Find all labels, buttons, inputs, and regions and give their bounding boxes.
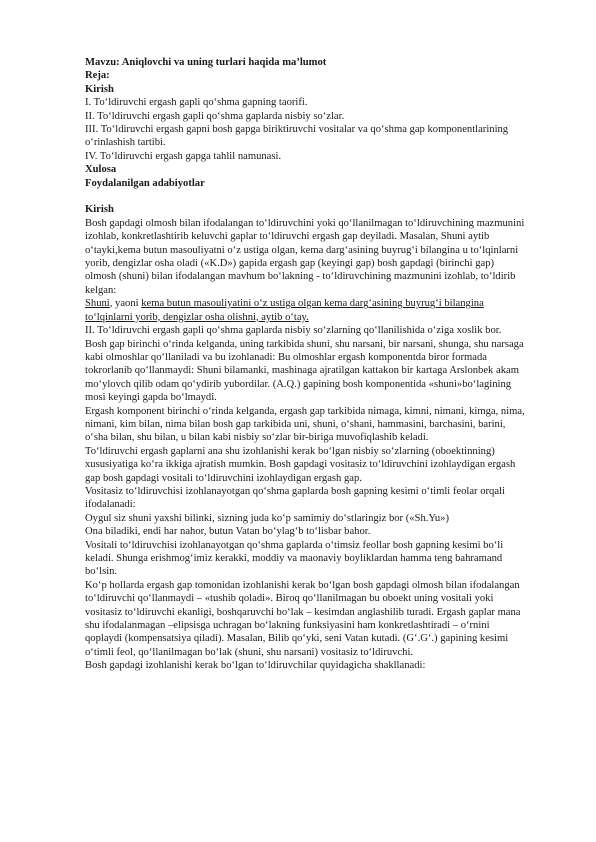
paragraph: Ergash komponent birinchi o‘rinda kelganda, ergash gap tarkibida nimaga, kimni, nimani, kimga, nima, nimani, kim bilan, nima bilan bosh gap tarkibida uni, shuni, o‘shani, hammasini, barchasini, barini, o‘sha bilan, shu bilan, u bilan kabi nisbiy so‘zlar bir-biriga muvofiqlashib keladi. xyxy=(85,405,525,444)
plan-references: Foydalanilgan adabiyotlar xyxy=(85,177,205,189)
paragraph: Bosh gapdagi izohlanishi kerak bo‘lgan to‘ldiruvchilar quyidagicha shakllanadi: xyxy=(85,660,426,672)
paragraph: Ko‘p hollarda ergash gap tomonidan izohlanishi kerak bo‘lgan bosh gapdagi olmosh bilan ifodalangan to‘ldiruvchi qo‘llanmaydi – «tushib qoladi». Biroq qo‘llanilmagan bu oboekt uning vositali yoki vositasiz to‘ldiruvchi ekanligi, boshqaruvchi bo‘lak – kesimdan anglashilib turadi. Ergash gaplar mana shu ifodalanmagan –elipsisga uchragan bo‘lakning funksiyasini ham konkretlashtiradi – o‘rnini qoplaydi (kompensatsiya qiladi). Masalan, Bilib qo‘yki, seni Vatan kutadi. (G‘.G‘.) gapining kesimi o‘timli feol, qo‘llanilmagan bo‘lak (shuni, shu narsani) vositasiz to‘ldiruvchi. xyxy=(85,579,521,658)
paragraph: Vositali to‘ldiruvchisi izohlanayotgan qo‘shma gaplarda o‘timsiz feollar bosh gapning kesimi bo‘li keladi. Shunga erishmog‘imiz kerakki, moddiy va maonaviy boyliklardan hamma teng bahramand bo‘lsin. xyxy=(85,539,504,578)
plan-item: I. To‘ldiruvchi ergash gapli qo‘shma gapning taorifi. xyxy=(85,97,308,109)
paragraph: Vositasiz to‘ldiruvchisi izohlanayotgan qo‘shma gaplarda bosh gapning kesimi o‘timli feolar orqali ifodalanadi: xyxy=(85,485,505,511)
plan-conclusion: Xulosa xyxy=(85,164,117,176)
paragraph: II. To‘ldiruvchi ergash gapli qo‘shma gaplarda nisbiy so‘zlarning qo‘llanilishida o‘ziga xoslik bor. xyxy=(85,325,502,337)
section-heading: Kirish xyxy=(85,204,114,216)
plan-item: III. To‘ldiruvchi ergash gapni bosh gapga biriktiruvchi vositalar va qo‘shma gap komponentlarining o‘rinlashish tartibi. xyxy=(85,124,509,149)
underlined-text: kema butun masouliyatini o‘z ustiga olgan kema darg‘asining buyrug‘i bilangina to‘lqinlarni yorib, dengizlar osha olishni, aytib o‘tay. xyxy=(85,298,484,323)
document-title: Mavzu: Aniqlovchi va uning turlari haqida ma’lumot xyxy=(85,57,327,68)
plain-text: , yaoni xyxy=(109,298,142,310)
plan-item: IV. To‘ldiruvchi ergash gapga tahlil namunasi. xyxy=(85,150,282,162)
underlined-text: Shuni xyxy=(85,298,110,310)
paragraph: Bosh gap birinchi o‘rinda kelganda, uning tarkibida shuni, shu narsani, bir narsani, shunga, shu narsaga kabi olmoshlar qo‘llaniladi va bu izohlanadi: Bu olmoshlar ergash komponentda biror formada tokrorlanib qo‘llanmaydi: Shuni bilamanki, mashinaga ajratilgan kattakon bir kartaga Arslonbek akam mo‘ylovch qilib odam qo‘ydirib yubordilar. (A.Q.) gapining bosh komponentida «shuni»bo‘lagining mosi keyingi gapda bo‘lmaydi. xyxy=(85,338,524,404)
plan-intro: Kirish xyxy=(85,83,114,95)
paragraph: Oygul siz shuni yaxshi bilinki, sizning juda ko‘p samimiy do‘stlaringiz bor («Sh.Yu») xyxy=(85,512,449,524)
paragraph: To‘ldiruvchi ergash gaplarni ana shu izohlanishi kerak bo‘lgan nisbiy so‘zlarning (oboektinning) xususiyatiga ko‘ra ikkiga ajratish mumkin. Bosh gapdagi vositasiz to‘ldiruvchini izohlaydigan ergash gap bosh gapdagi vositali to‘ldiruvchini izohlaydigan ergash gap. xyxy=(85,445,516,484)
paragraph: Bosh gapdagi olmosh bilan ifodalangan to‘ldiruvchini yoki qo‘llanilmagan to‘ldiruvchining mazmunini izohlab, konkretlashtirib keluvchi gaplar to‘ldiruvchi ergash gap deyiladi. Masalan, Shuni aytib o‘tayki,kema butun masouliyatni o‘z ustiga olgan, kema darg‘asining buyrug‘i bilangina u to‘lqinlarni yorib, dengizlar osha oladi («K.D») gapida ergash gap (keyingi gap) bosh gapdagi (birinchi gap) olmosh (shuni) bilan ifodalangan mavhum bo‘lakning - to‘ldiruvchining mazmunini izohlab, to‘ldirib kelgan: xyxy=(85,217,525,296)
example-sentence xyxy=(85,297,527,324)
plan-heading: Reja: xyxy=(85,70,110,82)
plan-item: II. To‘ldiruvchi ergash gapli qo‘shma gaplarda nisbiy so‘zlar. xyxy=(85,110,345,122)
section-spacer xyxy=(85,190,527,203)
paragraph: Ona biladiki, endi har nahor, butun Vatan bo‘ylag‘b to‘lisbar bahor. xyxy=(85,526,371,538)
document-page xyxy=(85,56,527,673)
